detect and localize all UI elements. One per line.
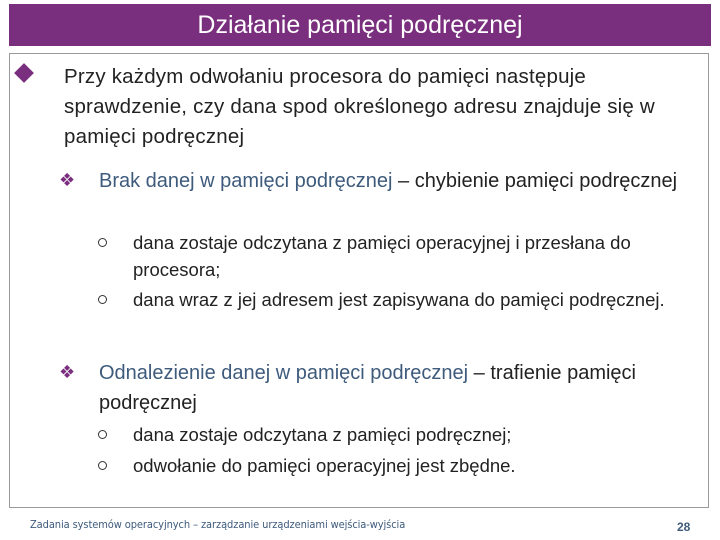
section-heading: Brak danej w pamięci podręcznej bbox=[99, 170, 393, 192]
section-separator: – bbox=[468, 362, 491, 384]
circle-icon bbox=[98, 430, 107, 439]
section-heading: Odnalezienie danej w pamięci podręcznej bbox=[99, 362, 469, 384]
page-number: 28 bbox=[677, 520, 691, 534]
circle-icon bbox=[98, 238, 107, 247]
footer-course: Zadania systemów operacyjnych – zarządzanie urządzeniami wejścia-wyjścia bbox=[30, 518, 406, 531]
list-item-text: dana zostaje odczytana z pamięci podręcznej; bbox=[133, 424, 512, 445]
main-bullet-text: Przy każdym odwołaniu procesora do pamięci następuje sprawdzenie, czy dana spod określonego adresu znajduje się w pamięci podręcznej bbox=[64, 65, 655, 148]
clover-icon: ❖ bbox=[59, 362, 76, 382]
list-item-text: odwołanie do pamięci operacyjnej jest zbędne. bbox=[133, 455, 516, 476]
clover-icon: ❖ bbox=[59, 170, 76, 190]
section-hit-text bbox=[99, 358, 699, 418]
circle-icon bbox=[98, 295, 107, 304]
list-item-text: dana wraz z jej adresem jest zapisywana do pamięci podręcznej. bbox=[133, 289, 665, 310]
circle-icon bbox=[98, 461, 107, 470]
list-item-text: dana zostaje odczytana z pamięci operacyjnej i przesłana do procesora; bbox=[133, 232, 631, 280]
section-separator: – bbox=[392, 170, 415, 192]
section-miss-text bbox=[99, 166, 699, 196]
section-suffix: trafienie pamięci podręcznej bbox=[99, 362, 636, 414]
section-suffix: chybienie pamięci podręcznej bbox=[414, 170, 678, 192]
slide-title: Działanie pamięci podręcznej bbox=[9, 4, 711, 46]
